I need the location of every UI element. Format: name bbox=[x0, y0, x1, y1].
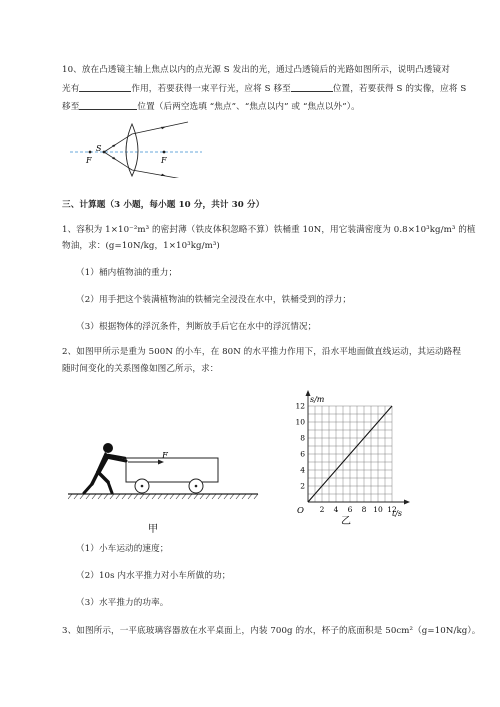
p2-sub3: （3）水平推力的功率。 bbox=[76, 598, 169, 608]
label-F-right: F bbox=[161, 156, 167, 165]
answer-blank-3[interactable] bbox=[79, 100, 137, 110]
x-tick-label: 2 bbox=[319, 505, 325, 514]
ray-lower-refracted bbox=[132, 170, 188, 178]
origin-label: O bbox=[297, 506, 304, 516]
q10-line2 bbox=[62, 82, 466, 95]
p1-line2: 物油，求：(g=10N/kg，1×10³kg/m³) bbox=[62, 241, 220, 251]
ground-hatching bbox=[68, 494, 258, 499]
label-F-left: F bbox=[86, 156, 92, 165]
figure-yi-caption: 乙 bbox=[341, 516, 351, 525]
ray-upper-incident bbox=[104, 134, 132, 152]
p1-line1: 1、容积为 1×10⁻²m³ 的密封薄（铁皮体积忽略不算）铁桶重 10N，用它装满密度为 0.8×10³kg/m³ 的植 bbox=[62, 225, 476, 235]
x-axis-label: t/s bbox=[392, 509, 403, 518]
s-t-graph bbox=[286, 390, 416, 525]
x-axis-arrow bbox=[404, 500, 410, 505]
q10-line2-a: 光有 bbox=[62, 84, 80, 94]
force-label-F: F bbox=[162, 451, 168, 461]
arrow-upper-refracted bbox=[161, 127, 166, 130]
y-tick-label: 12 bbox=[295, 401, 305, 411]
ray-upper-refracted bbox=[132, 122, 188, 134]
y-tick-label: 8 bbox=[300, 433, 305, 443]
label-S: S bbox=[96, 144, 102, 153]
q10-line2-c: 位置，若要获得 S 的实像，应将 S bbox=[332, 84, 467, 94]
p2-line1: 2、如图甲所示是重为 500N 的小车，在 80N 的水平推力作用下，沿水平地面做直线运动，其运动路程 bbox=[62, 347, 462, 357]
y-axis-label: s/m bbox=[310, 395, 325, 404]
answer-blank-1[interactable] bbox=[79, 82, 131, 92]
focus-right-dot bbox=[163, 151, 166, 154]
x-tick-label: 12 bbox=[387, 505, 397, 514]
figure-jia-caption: 甲 bbox=[148, 524, 158, 535]
x-tick-label: 8 bbox=[361, 505, 367, 514]
answer-blank-2[interactable] bbox=[291, 82, 333, 92]
ray-lower-incident bbox=[104, 152, 132, 170]
q10-line1: 10、放在凸透镜主轴上焦点以内的点光源 S 发出的光，通过凸透镜后的光路如图所示，说明凸透镜对 bbox=[62, 65, 450, 75]
p1-sub1: （1）桶内植物油的重力； bbox=[76, 268, 178, 278]
cart-push-figure bbox=[68, 436, 268, 546]
y-tick-label: 4 bbox=[300, 465, 305, 475]
q10-line3-b: 位置（后两空选填 “焦点”、“焦点以内” 或 “焦点以外”）。 bbox=[137, 102, 360, 112]
p2-sub1: （1）小车运动的速度； bbox=[76, 544, 169, 554]
section-3-heading: 三、计算题（3 小题，每小题 10 分，共计 30 分） bbox=[62, 200, 265, 210]
p3-line1: 3、如图所示，一平底玻璃容器放在水平桌面上，内装 700g 的水，杯子的底面积是 50cm²（g=10N/kg）。 bbox=[62, 626, 481, 636]
p2-sub2: （2）10s 内水平推力对小车所做的功； bbox=[76, 571, 231, 581]
focus-left-dot bbox=[89, 151, 92, 154]
q10-line3 bbox=[62, 100, 360, 113]
cart-wheel-left-hub bbox=[141, 485, 144, 488]
q10-line3-a: 移至 bbox=[62, 102, 80, 112]
x-tick-label: 4 bbox=[333, 505, 339, 514]
y-tick-label: 10 bbox=[295, 417, 305, 427]
convex-lens-figure bbox=[60, 118, 210, 178]
x-tick-label: 10 bbox=[373, 505, 383, 514]
p2-line2: 随时间变化的关系图像如图乙所示，求： bbox=[62, 364, 219, 374]
p1-sub3: （3）根据物体的浮沉条件，判断放手后它在水中的浮沉情况； bbox=[76, 322, 317, 332]
point-source-S bbox=[103, 151, 106, 154]
y-tick-label: 6 bbox=[300, 449, 305, 459]
person-pushing-silhouette bbox=[84, 443, 126, 493]
y-tick-label: 2 bbox=[300, 481, 305, 491]
q10-line2-b: 作用，若要获得一束平行光，应将 S 移至 bbox=[131, 84, 291, 94]
convex-lens-shape bbox=[126, 124, 138, 176]
cart-wheel-right-hub bbox=[195, 485, 198, 488]
x-tick-label: 6 bbox=[347, 505, 353, 514]
arrow-lower-refracted bbox=[161, 174, 166, 176]
p1-sub2: （2）用手把这个装满植物油的铁桶完全浸没在水中，铁桶受到的浮力； bbox=[76, 295, 352, 305]
